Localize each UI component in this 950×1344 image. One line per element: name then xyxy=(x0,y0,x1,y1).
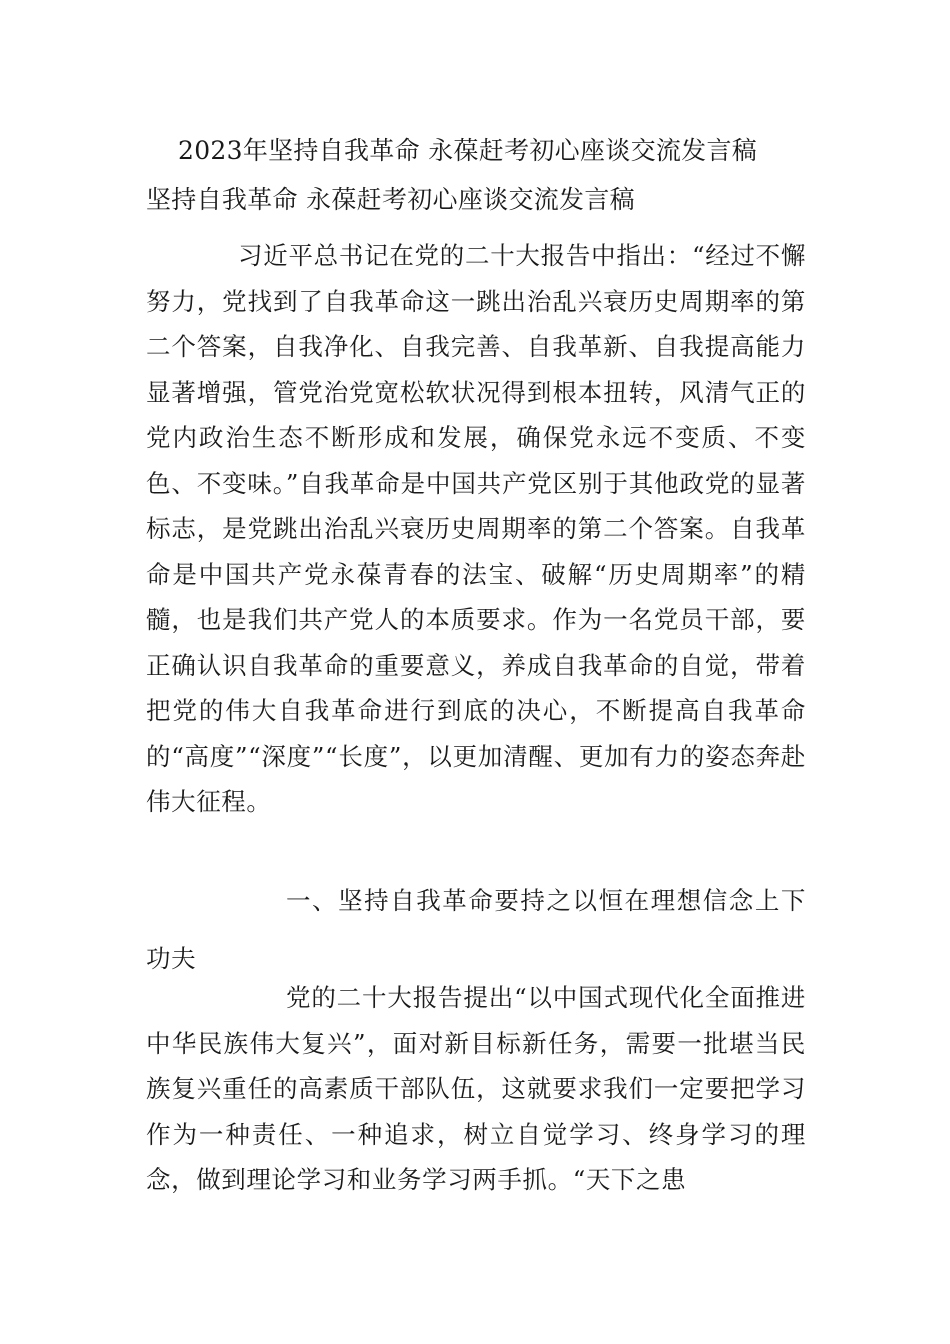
paragraph-section-one: 党的二十大报告提出“以中国式现代化全面推进中华民族伟大复兴”，面对新目标新任务，需要一批堪当民族复兴重任的高素质干部队伍，这就要求我们一定要把学习作为一种责任、一种追求，树立自觉学习、终身学习的理念，做到理论学习和业务学习两手抓。“天下之患 xyxy=(146,983,806,1194)
section-heading: 一、坚持自我革命要持之以恒在理想信念上下功夫 xyxy=(146,886,806,973)
document-subtitle: 坚持自我革命 永葆赶考初心座谈交流发言稿 xyxy=(146,185,635,214)
document-title: 2023年坚持自我革命 永葆赶考初心座谈交流发言稿 xyxy=(178,136,758,165)
paragraph-intro: 习近平总书记在党的二十大报告中指出：“经过不懈努力，党找到了自我革命这一跳出治乱兴衰历史周期率的第二个答案，自我净化、自我完善、自我革新、自我提高能力显著增强，管党治党宽松软状况得到根本扭转，风清气正的党内政治生态不断形成和发展，确保党永远不变质、不变色、不变味。”自我革命是中国共产党区别于其他政党的显著标志，是党跳出治乱兴衰历史周期率的第二个答案。自我革命是中国共产党永葆青春的法宝、破解“历史周期率”的精髓，也是我们共产党人的本质要求。作为一名党员干部，要正确认识自我革命的重要意义，养成自我革命的自觉，带着把党的伟大自我革命进行到底的决心，不断提高自我革命的“高度”“深度”“长度”，以更加清醒、更加有力的姿态奔赴伟大征程。 xyxy=(146,241,806,816)
